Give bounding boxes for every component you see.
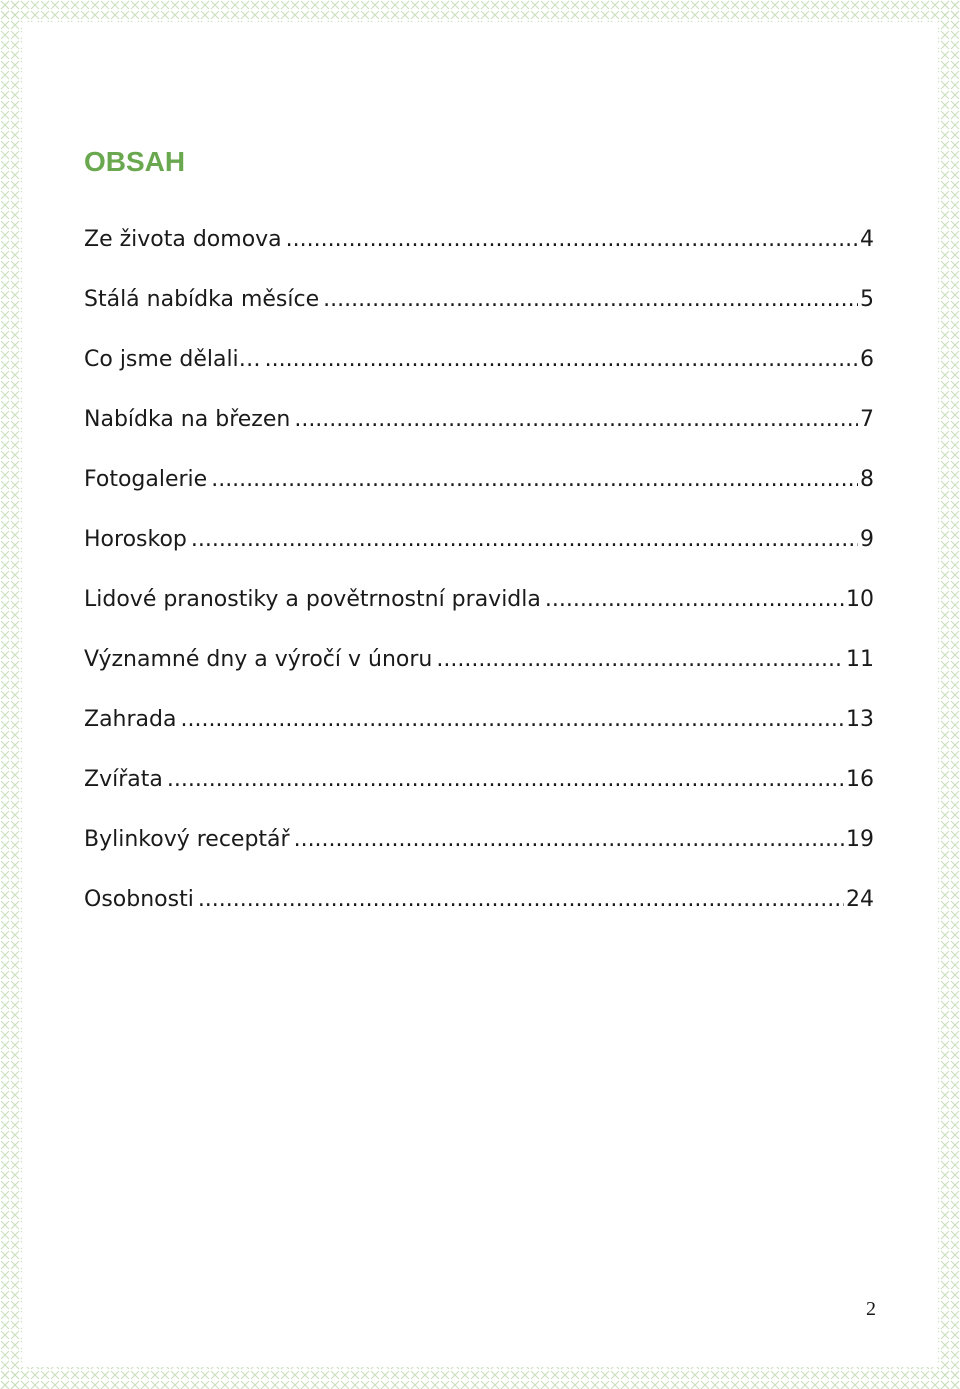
toc-entry-label: Horoskop	[84, 527, 187, 552]
toc-entry[interactable]	[84, 690, 874, 750]
toc-leader-dots	[436, 630, 844, 690]
toc-entry-page: 5	[860, 287, 874, 312]
toc-entry[interactable]	[84, 330, 874, 390]
toc-entry-label: Významné dny a výročí v únoru	[84, 647, 433, 672]
toc-entry-label: Osobnosti	[84, 887, 194, 912]
toc-entry-label: Nabídka na březen	[84, 407, 291, 432]
toc-entry-label: Co jsme dělali…	[84, 347, 261, 372]
toc-entry-label: Fotogalerie	[84, 467, 208, 492]
toc-title: OBSAH	[84, 146, 186, 177]
toc-entry[interactable]	[84, 570, 874, 630]
toc-entry-label: Stálá nabídka měsíce	[84, 287, 320, 312]
toc-leader-dots	[198, 870, 844, 930]
toc-entry[interactable]	[84, 270, 874, 330]
toc-entry-page: 16	[846, 767, 874, 792]
toc-entry-label: Zahrada	[84, 707, 177, 732]
toc-entry-page: 7	[860, 407, 874, 432]
toc-entry-page: 13	[846, 707, 874, 732]
toc-leader-dots	[286, 210, 858, 270]
toc-entry-label: Ze života domova	[84, 227, 282, 252]
toc-leader-dots	[191, 510, 858, 570]
page-number: 2	[866, 1298, 876, 1320]
toc-entry[interactable]	[84, 630, 874, 690]
toc-leader-dots	[294, 390, 858, 450]
toc-entry-page: 9	[860, 527, 874, 552]
toc-entry-page: 6	[860, 347, 874, 372]
toc-entry[interactable]	[84, 210, 874, 270]
toc-entry-page: 19	[846, 827, 874, 852]
toc-leader-dots	[265, 330, 858, 390]
toc-entry-page: 24	[846, 887, 874, 912]
toc-entry-page: 4	[860, 227, 874, 252]
toc-entry[interactable]	[84, 870, 874, 930]
toc-leader-dots	[294, 810, 844, 870]
table-of-contents	[84, 140, 874, 930]
toc-leader-dots	[211, 450, 858, 510]
toc-entry-page: 10	[846, 587, 874, 612]
toc-entry-label: Bylinkový receptář	[84, 827, 290, 852]
toc-entry[interactable]	[84, 450, 874, 510]
toc-entry-page: 8	[860, 467, 874, 492]
toc-entry[interactable]	[84, 390, 874, 450]
toc-entry-label: Lidové pranostiky a povětrnostní pravidla	[84, 587, 541, 612]
toc-leader-dots	[545, 570, 844, 630]
toc-leader-dots	[167, 750, 844, 810]
toc-leader-dots	[180, 690, 844, 750]
toc-leader-dots	[323, 270, 858, 330]
toc-entry[interactable]	[84, 810, 874, 870]
toc-list	[84, 210, 874, 930]
toc-entry-page: 11	[846, 647, 874, 672]
toc-entry[interactable]	[84, 750, 874, 810]
toc-entry-label: Zvířata	[84, 767, 163, 792]
toc-entry[interactable]	[84, 510, 874, 570]
